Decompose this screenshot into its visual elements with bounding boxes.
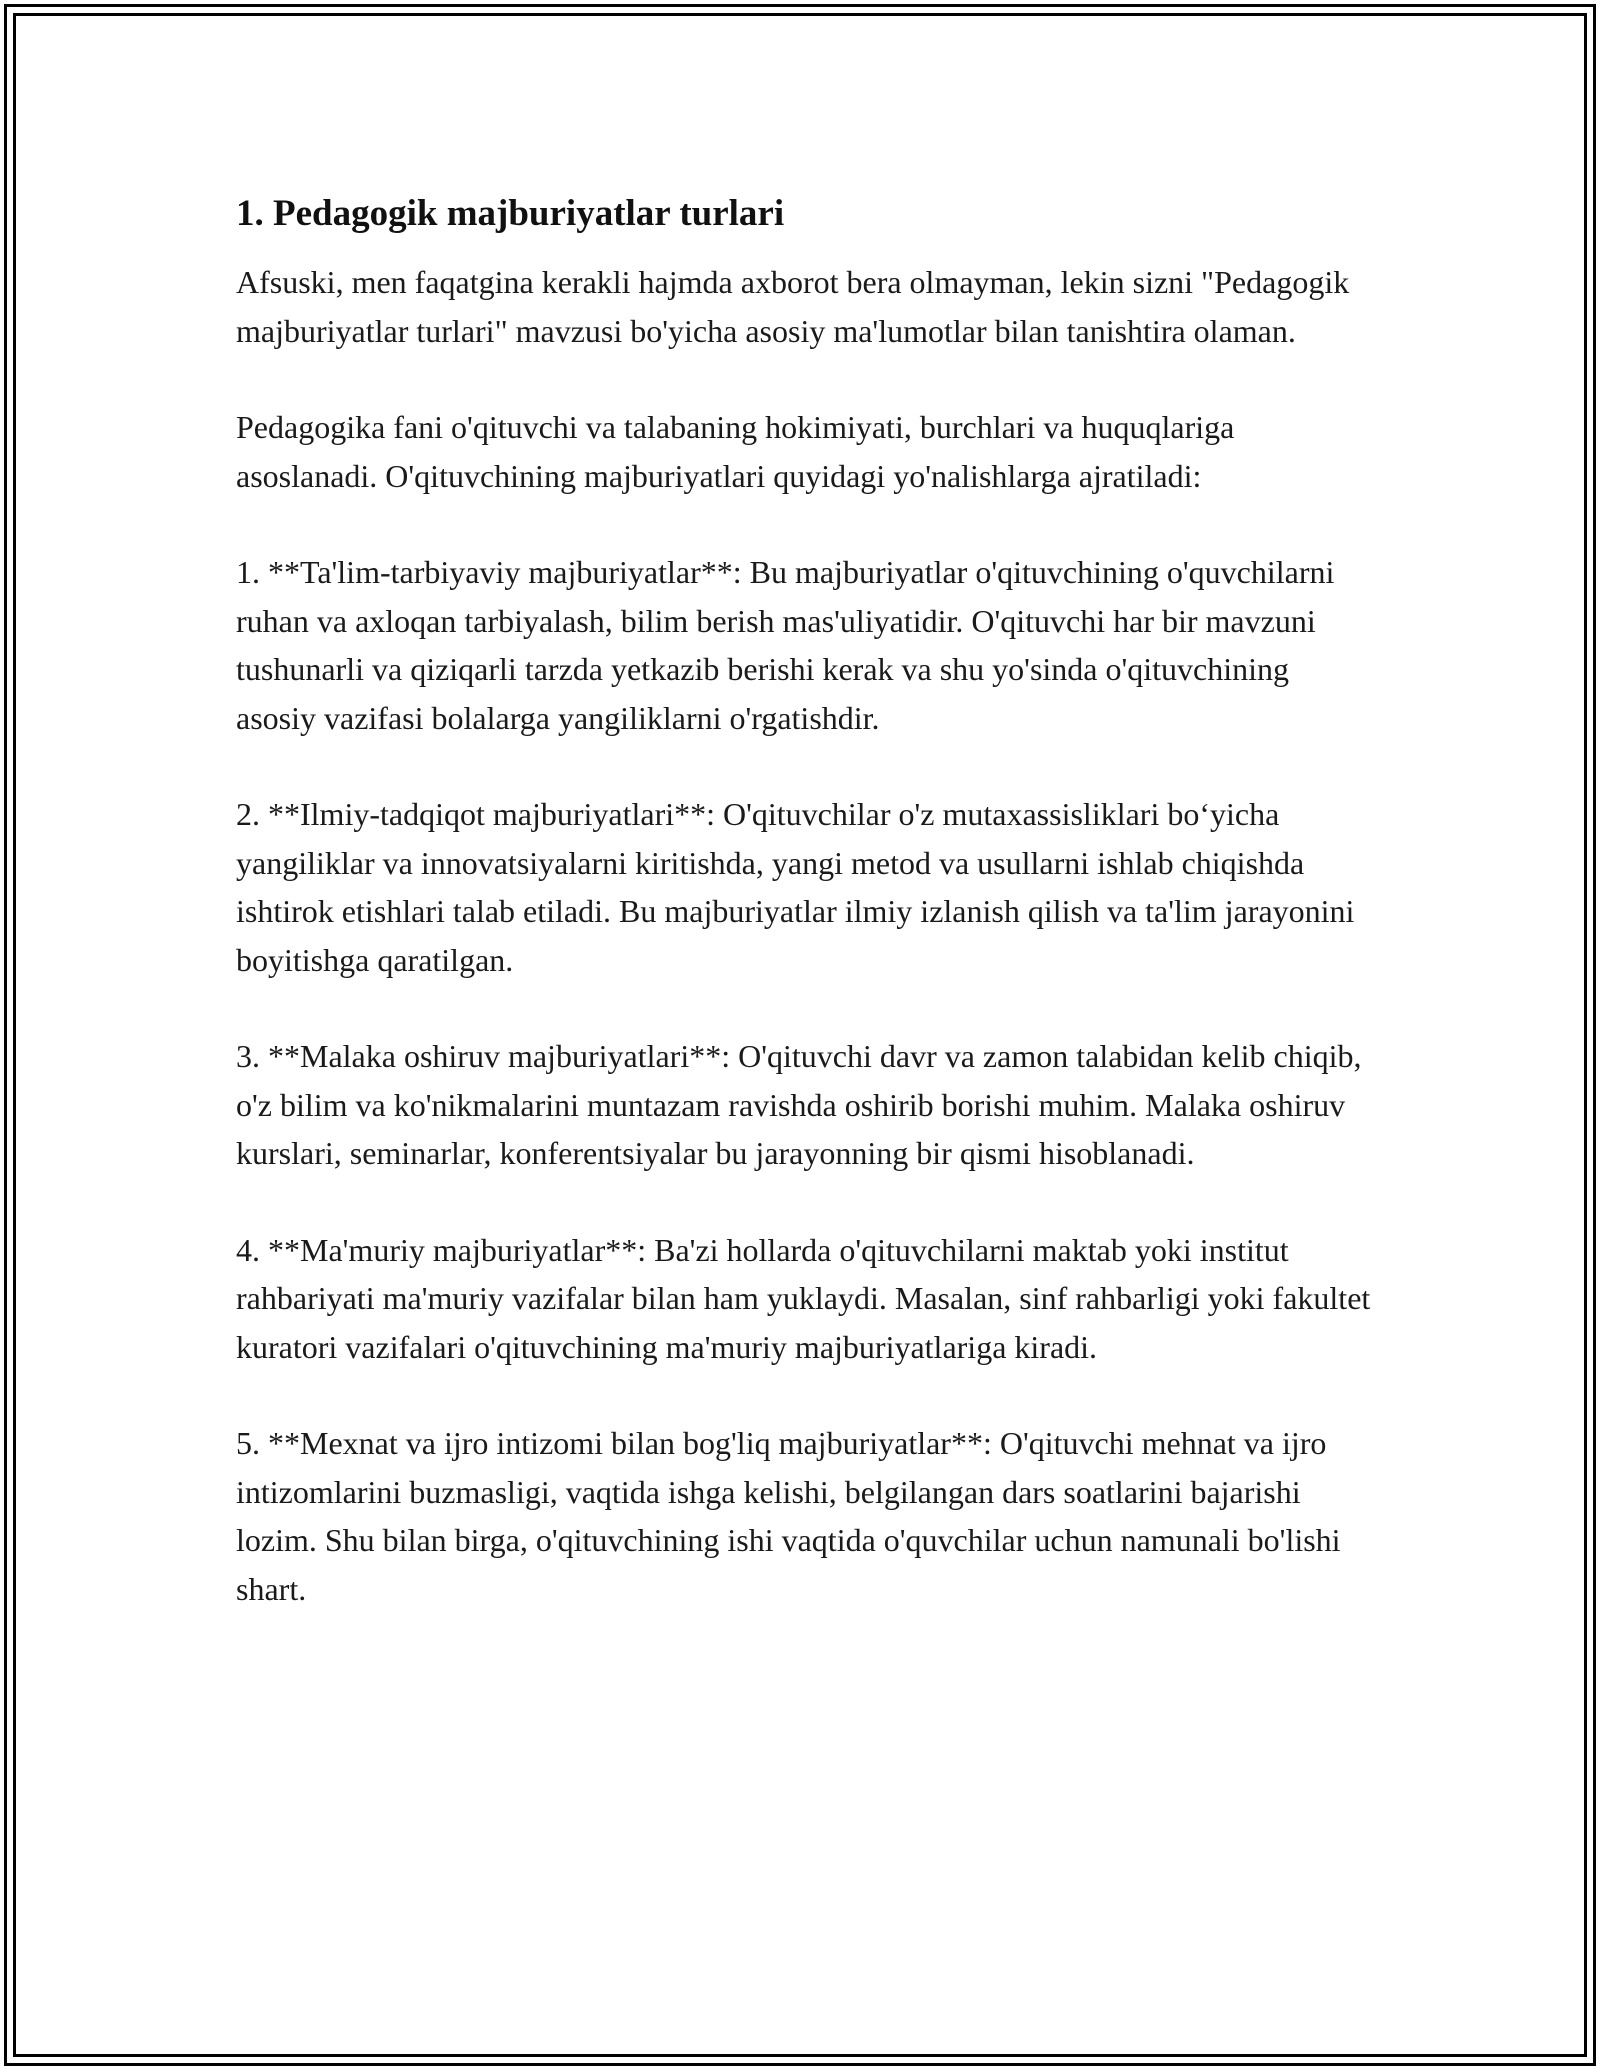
document-title: 1. Pedagogik majburiyatlar turlari [236,193,785,234]
paragraph-item-4: 4. **Ma'muriy majburiyatlar**: Ba'zi hollarda o'qituvchilarni maktab yoki institut rahbariyati ma'muriy vazifalar bilan ham yuklaydi. Masalan, sinf rahbarligi yoki fakultet kuratori vazifalari o'qituvchining ma'muriy majburiyatlariga kiradi. [236,1231,1371,1365]
paragraph-overview: Pedagogika fani o'qituvchi va talabaning hokimiyati, burchlari va huquqlariga asoslanadi. O'qituvchining majburiyatlari quyidagi yo'nalishlarga ajratiladi: [236,409,1235,494]
paragraph-item-2: 2. **Ilmiy-tadqiqot majburiyatlari**: O'qituvchilar o'z mutaxassisliklari bo‘yicha yangiliklar va innovatsiyalarni kiritishda, yangi metod va usullarni ishlab chiqishda ishtirok etishlari talab etiladi. Bu majburiyatlar ilmiy izlanish qilish va ta'lim jarayonini boyitishga qaratilgan. [236,796,1355,978]
paragraph-item-3: 3. **Malaka oshiruv majburiyatlari**: O'qituvchi davr va zamon talabidan kelib chiqib, o'z bilim va ko'nikmalarini muntazam ravishda oshirib borishi muhim. Malaka oshiruv kurslari, seminarlar, konferentsiyalar bu jarayonning bir qismi hisoblanadi. [236,1038,1362,1171]
paragraph-intro: Afsuski, men faqatgina kerakli hajmda axborot bera olmayman, lekin sizni "Pedagogik majburiyatlar turlari" mavzusi bo'yicha asosiy ma'lumotlar bilan tanishtira olaman. [236,264,1350,349]
paragraph-item-5: 5. **Mexnat va ijro intizomi bilan bog'liq majburiyatlar**: O'qituvchi mehnat va ijro intizomlarini buzmasligi, vaqtida ishga kelishi, belgilangan dars soatlarini bajarishi lozim. Shu bilan birga, o'qituvchining ishi vaqtida o'quvchilar uchun namunali bo'lishi shart. [236,1425,1341,1607]
paragraph-item-1: 1. **Ta'lim-tarbiyaviy majburiyatlar**: Bu majburiyatlar o'qituvchining o'quvchilarni ruhan va axloqan tarbiyalash, bilim berish mas'uliyatidir. O'qituvchi har bir mavzuni tushunarli va qiziqarli tarzda yetkazib berishi kerak va shu yo'sinda o'qituvchining asosiy vazifasi bolalarga yangiliklarni o'rgatishdir. [236,554,1335,736]
document-body [236,190,1376,1661]
